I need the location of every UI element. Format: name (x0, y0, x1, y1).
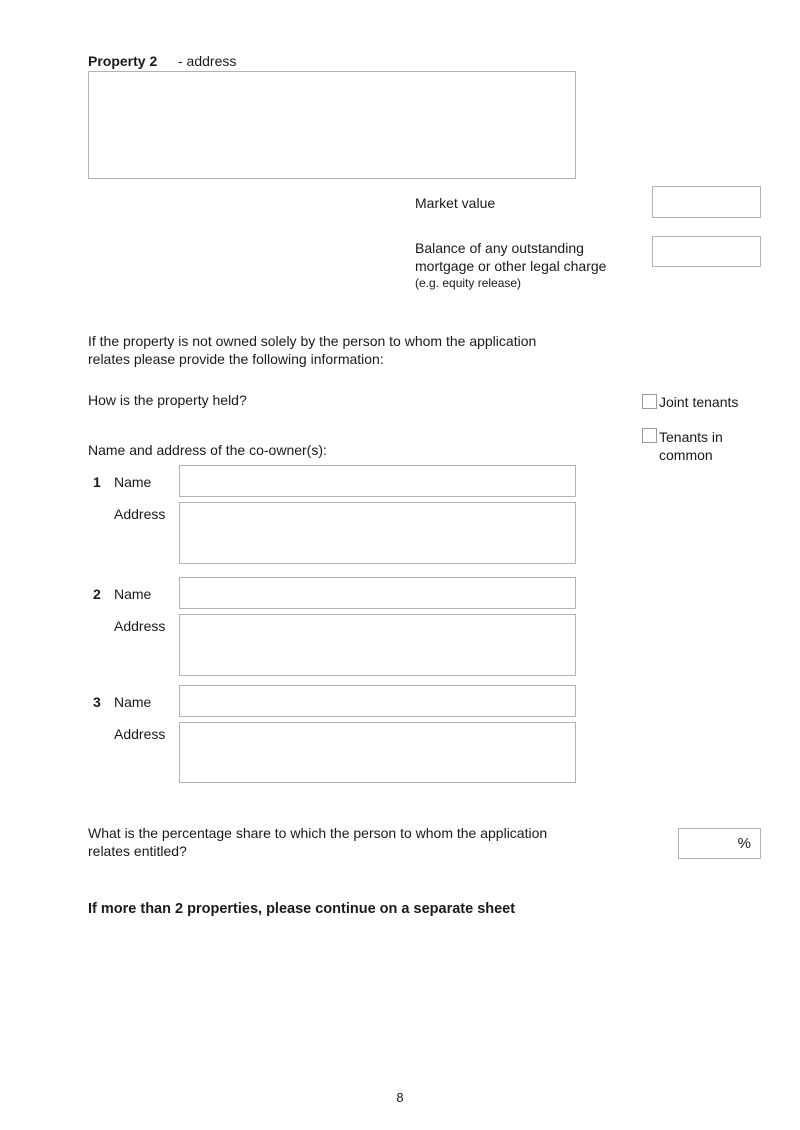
coowner-number: 2 (93, 586, 101, 602)
balance-label-line1: Balance of any outstanding (415, 240, 584, 256)
ownership-intro-line1: If the property is not owned solely by the person to whom the application (88, 333, 537, 349)
tenants-in-common-label-line1: Tenants in (659, 429, 723, 445)
property-address-field[interactable] (88, 71, 576, 179)
ownership-intro-line2: relates please provide the following information: (88, 351, 384, 367)
coowner-3-name-field[interactable] (179, 685, 576, 717)
coowner-address-label: Address (114, 726, 166, 742)
coowner-address-label: Address (114, 618, 166, 634)
property-heading: Property 2 (88, 53, 158, 69)
balance-field[interactable] (652, 236, 761, 267)
coowner-1-address-field[interactable] (179, 502, 576, 564)
coowner-3-address-field[interactable] (179, 722, 576, 783)
coowner-2-name-field[interactable] (179, 577, 576, 609)
balance-note: (e.g. equity release) (415, 276, 522, 290)
coowner-name-label: Name (114, 474, 152, 490)
share-question-line1: What is the percentage share to which the person to whom the application (88, 825, 548, 841)
coowner-address-label: Address (114, 506, 166, 522)
market-value-label: Market value (415, 195, 496, 211)
page-number: 8 (396, 1090, 404, 1105)
coowner-2-address-field[interactable] (179, 614, 576, 676)
continuation-note: If more than 2 properties, please continue on a separate sheet (88, 901, 516, 917)
balance-label-line2: mortgage or other legal charge (415, 258, 607, 274)
percent-unit: % (737, 835, 751, 852)
tenants-in-common-label-line2: common (659, 447, 713, 463)
coowner-name-label: Name (114, 694, 152, 710)
coowner-number: 3 (93, 694, 101, 710)
market-value-field[interactable] (652, 186, 761, 218)
coowner-1-name-field[interactable] (179, 465, 576, 497)
joint-tenants-label: Joint tenants (659, 394, 739, 410)
percentage-share-field[interactable] (678, 828, 761, 859)
coowners-label: Name and address of the co-owner(s): (88, 442, 327, 458)
share-question-line2: relates entitled? (88, 843, 187, 859)
tenants-in-common-checkbox[interactable] (642, 428, 657, 443)
held-question: How is the property held? (88, 392, 247, 408)
coowner-number: 1 (93, 474, 101, 490)
property-address-suffix: - address (178, 53, 237, 69)
coowner-name-label: Name (114, 586, 152, 602)
joint-tenants-checkbox[interactable] (642, 394, 657, 409)
